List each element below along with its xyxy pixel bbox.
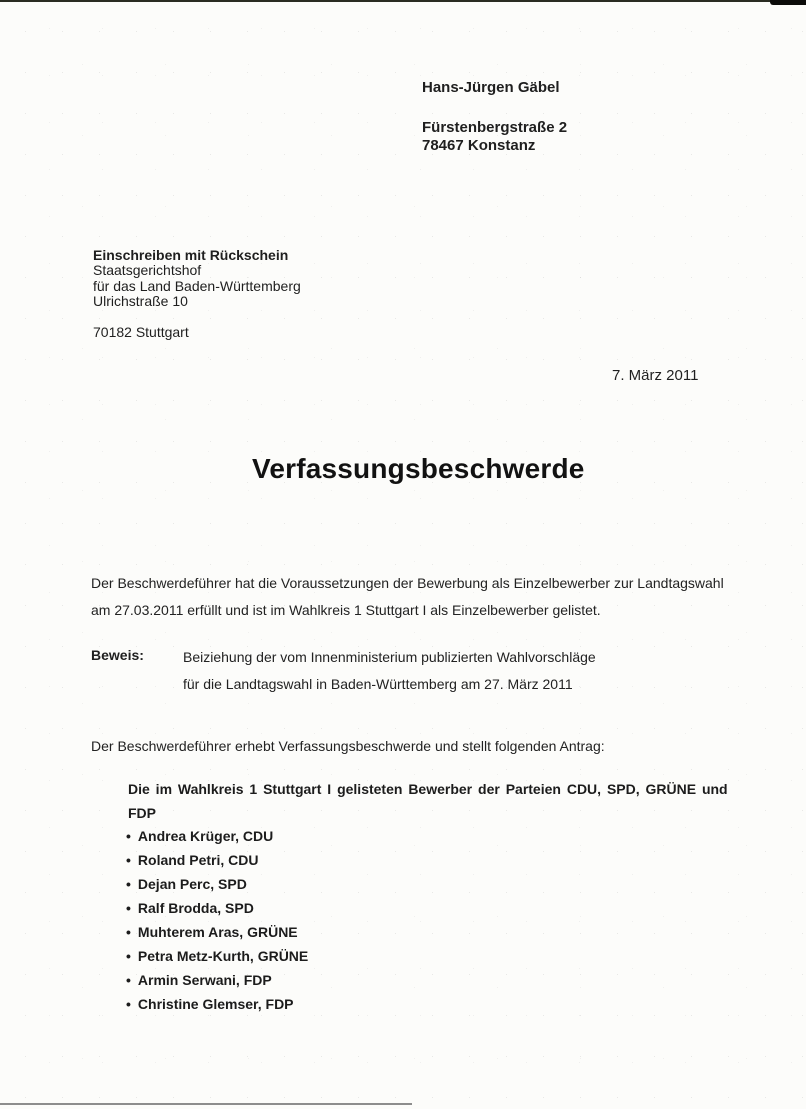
intro-line: Der Beschwerdeführer hat die Voraussetzungen der Bewerbung als Einzelbewerber zur Landtagswahl [91,575,724,591]
sender-address-block [422,79,567,155]
sender-city: 78467 Konstanz [422,137,536,154]
scan-top-right-corner-artifact [770,0,806,5]
recipient-line: für das Land Baden-Württemberg [93,277,301,294]
motion-heading-line: FDP [128,805,156,821]
sender-name: Hans-Jürgen Gäbel [422,79,560,96]
candidate-list-item: • Armin Serwani, FDP [126,968,308,992]
candidate-list-item: • Muhterem Aras, GRÜNE [126,920,308,944]
recipient-address-block [93,247,301,340]
candidate-list-item: • Christine Glemser, FDP [126,992,308,1016]
candidate-list-item: • Roland Petri, CDU [126,848,308,872]
candidate-list-item: • Petra Metz-Kurth, GRÜNE [126,944,308,968]
motion-heading-line: Die im Wahlkreis 1 Stuttgart I gelisteten Bewerber der Parteien CDU, SPD, GRÜNE und [128,781,728,797]
request-paragraph: Der Beschwerdeführer erhebt Verfassungsbeschwerde und stellt folgenden Antrag: [91,738,605,754]
intro-paragraph [91,570,731,624]
candidate-list-item: • Ralf Brodda, SPD [126,896,308,920]
candidate-list [126,824,308,1016]
candidate-list-item: • Dejan Perc, SPD [126,872,308,896]
candidate-list-item: • Andrea Krüger, CDU [126,824,308,848]
document-title: Verfassungsbeschwerde [252,453,585,484]
sender-street: Fürstenbergstraße 2 [422,119,568,136]
evidence-line: für die Landtagswahl in Baden-Württemberg am 27. März 2011 [183,676,573,692]
motion-heading [128,777,728,825]
delivery-method: Einschreiben mit Rückschein [93,247,289,263]
recipient-city: 70182 Stuttgart [93,323,189,340]
recipient-line: Ulrichstraße 10 [93,293,188,309]
evidence-label: Beweis: [91,647,144,663]
scan-bottom-edge-artifact [0,1103,412,1105]
evidence-line: Beiziehung der vom Innenministerium publizierten Wahlvorschläge [183,649,596,665]
intro-line: am 27.03.2011 erfüllt und ist im Wahlkreis 1 Stuttgart I als Einzelbewerber gelistet. [91,602,601,618]
recipient-line: Staatsgerichtshof [93,262,202,278]
scan-top-edge-artifact [0,0,806,2]
letter-date: 7. März 2011 [612,367,699,384]
evidence-text [183,644,663,698]
